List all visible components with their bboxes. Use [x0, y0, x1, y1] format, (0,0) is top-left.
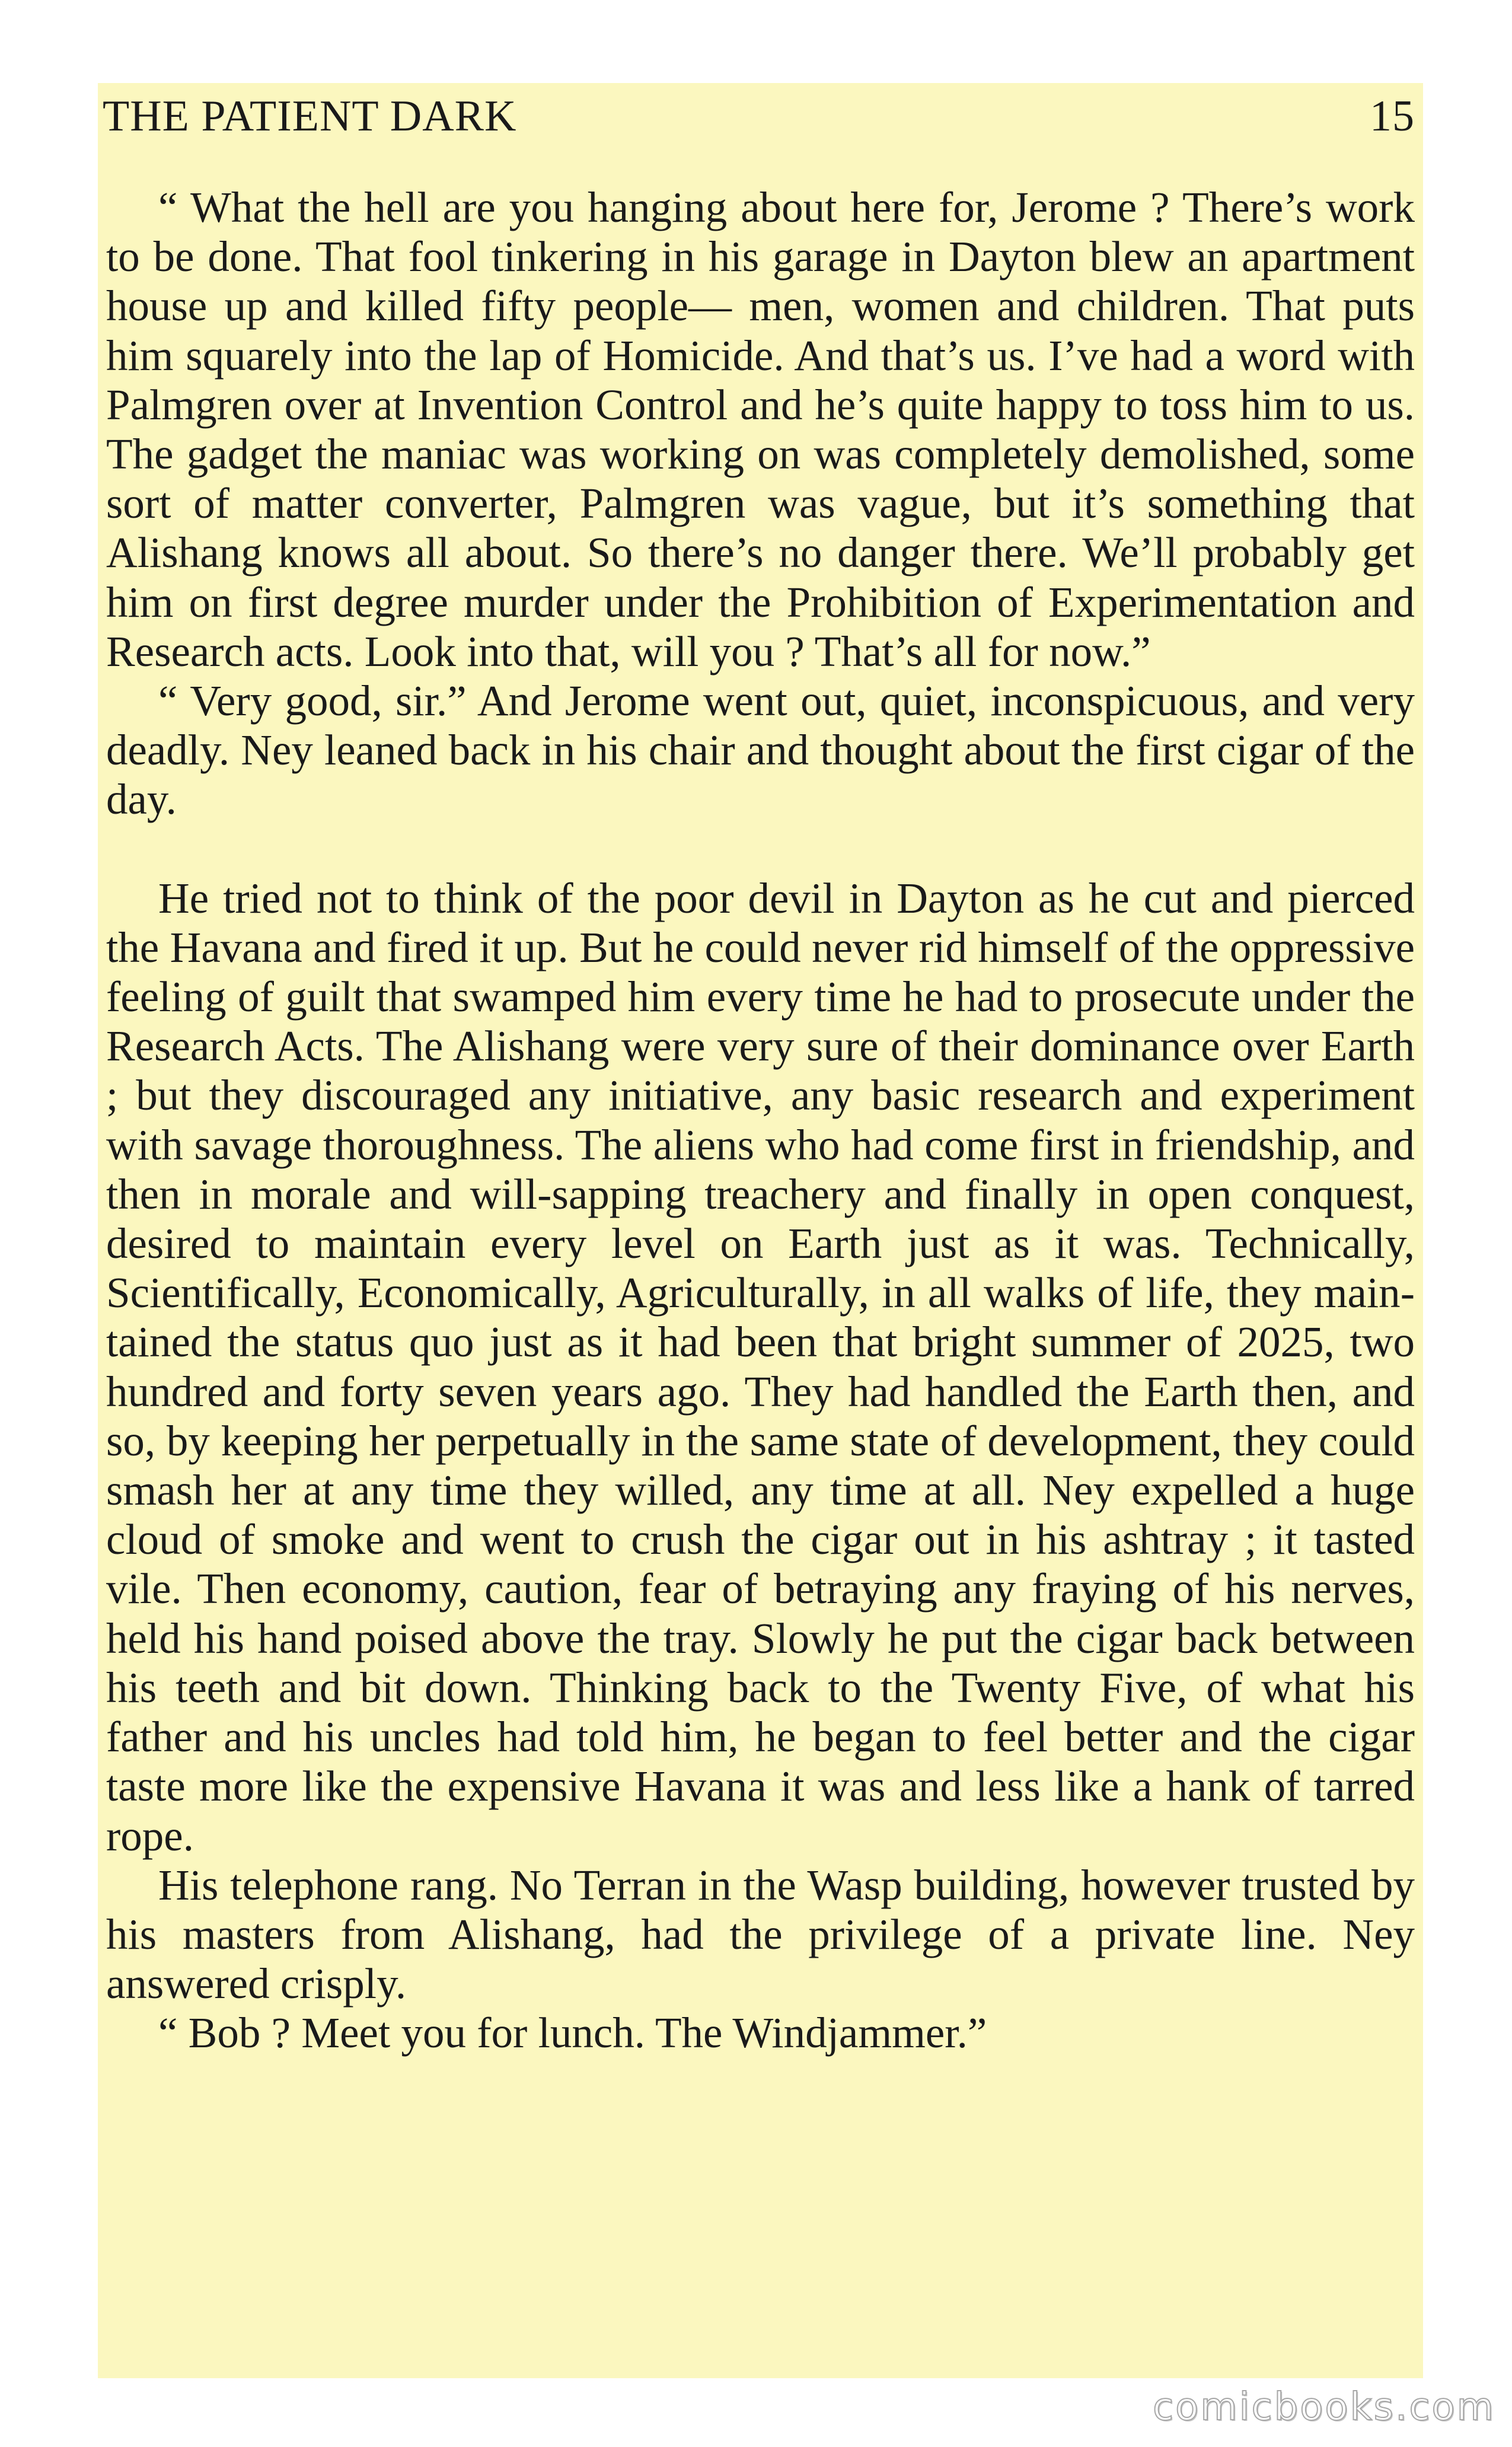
paragraph-dialogue-ney: “ What the hell are you hanging about here for, Jerome ? There’s work to be done. That fool tinkering in his garage in Dayton blew an apartment house up and killed fifty people— men, women and children. That puts him squarely into the lap of Homicide. And that’s us. I’ve had a word with Palmgren over at Invention Control and he’s quite happy to toss him to us. The gadget the maniac was working on was completely demolished, some sort of matter converter, Palmgren was vague, but it’s something that Alishang knows all about. So there’s no danger there. We’ll probably get him on first degree murder under the Prohibition of Experimentation and Research acts. Look into that, will you ? That’s all for now.” — [106, 183, 1415, 676]
running-title: THE PATIENT DARK — [103, 92, 517, 141]
paragraph-narrative: He tried not to think of the poor devil in Dayton as he cut and pierced the Havana and fired it up. But he could never rid himself of the oppressive feeling of guilt that swamped him every time he had to prosecute under the Research Acts. The Alishang were very sure of their dominance over Earth ; but they discouraged any initiative, any basic research and experiment with savage thoroughness. The aliens who had come first in friendship, and then in morale and will-sapping treachery and finally in open conquest, desired to maintain every level on Earth just as it was. Technically, Scientifically, Economically, Agriculturally, in all walks of life, they maintained the status quo just as it had been that bright summer of 2025, two hundred and forty seven years ago. They had handled the Earth then, and so, by keeping her perpetually in the same state of development, they could smash her at any time they willed, any time at all. Ney expelled a huge cloud of smoke and went to crush the cigar out in his ashtray ; it tasted vile. Then economy, caution, fear of betraying any fraying of his nerves, held his hand poised above the tray. Slowly he put the cigar back between his teeth and bit down. Thinking back to the Twenty Five, of what his father and his uncles had told him, he began to feel better and the cigar taste more like the expensive Havana it was and less like a hank of tarred rope. — [106, 874, 1415, 1860]
paragraph-telephone: His telephone rang. No Terran in the Wasp building, however trusted by his masters from Alishang, had the privilege of a private line. Ney answered crisply. — [106, 1860, 1415, 2008]
paragraph-lunch-call: “ Bob ? Meet you for lunch. The Windjammer.” — [158, 2009, 987, 2057]
book-page — [98, 83, 1423, 2378]
watermark-logo: comicbooks.com — [1152, 2385, 1495, 2429]
running-head — [98, 88, 1423, 145]
section-break — [106, 824, 1415, 874]
paragraph-jerome-reply: “ Very good, sir.” And Jerome went out, quiet, inconspicuous, and very deadly. Ney leaned back in his chair and thought about the first cigar of the day. — [106, 677, 1415, 824]
page-number: 15 — [1370, 92, 1415, 141]
body-text — [106, 183, 1415, 2058]
